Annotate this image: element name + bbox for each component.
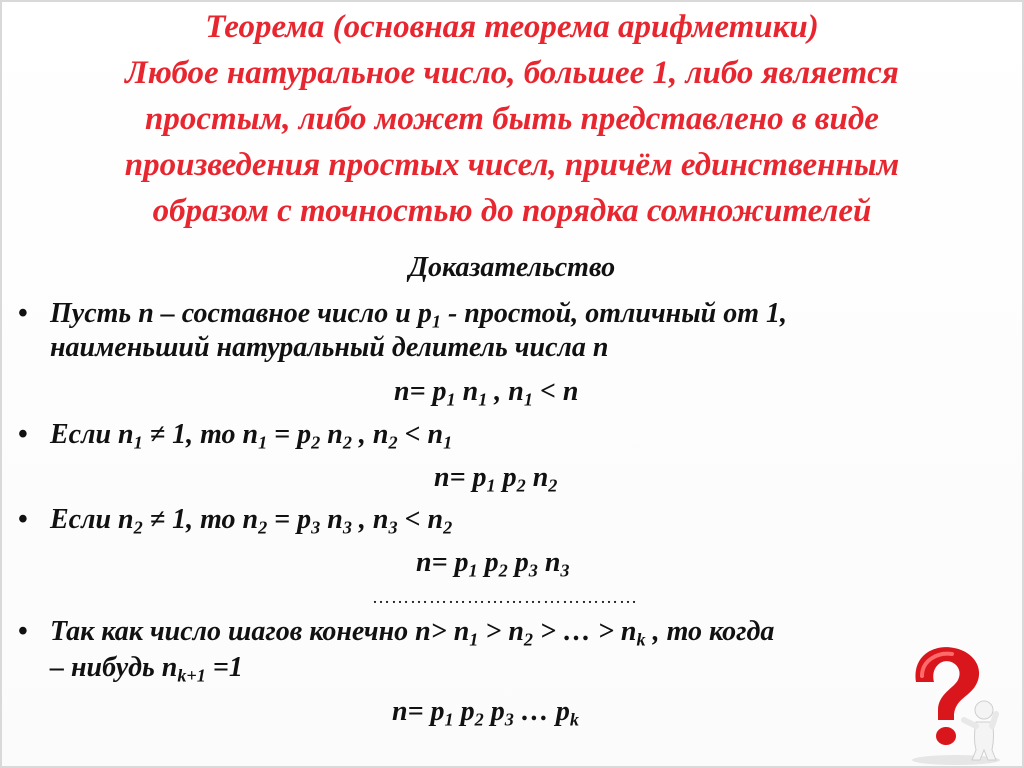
bullet-icon: • (18, 616, 28, 647)
title-line: произведения простых чисел, причём единственным (124, 147, 900, 183)
title-line: Любое натуральное число, большее 1, либо является (125, 55, 899, 91)
question-mark-figure-icon (894, 640, 1004, 766)
bullet-item-3: • Если $n_2 \ne 1$, то $n_2 = p_3$ $n_3$ , $n_3 < n_2$ (18, 504, 453, 538)
ellipsis-separator: …………………………………… (372, 587, 638, 607)
formula-2: $n= p_1$ $p_2$ $n_2$ (434, 462, 558, 496)
bullet-item-4: • Так как число шагов конечно $n> n_1 > n_2$ > … > $n_k$ , то когда (18, 616, 775, 650)
title-line: Теорема (основная теорема арифметики) (205, 9, 819, 45)
title-line: простым, либо может быть представлено в виде (145, 101, 879, 137)
bullet-1-continuation: наименьший натуральный делитель числа n (50, 332, 609, 363)
bullet-icon: • (18, 419, 28, 450)
bullet-item-2: • Если $n_1 \ne 1$, то $n_1 = p_2$ $n_2$ , $n_2 < n_1$ (18, 419, 453, 453)
bullet-item-1: • Пусть n – составное число и $p_1$ - простой, отличный от 1, (18, 298, 787, 332)
proof-heading: Доказательство (408, 252, 616, 283)
title-line: образом с точностью до порядка сомножителей (152, 193, 872, 229)
bullet-icon: • (18, 298, 28, 329)
formula-1: $n= p_1$ $n_1$ , $n_1 < n$ (394, 376, 579, 410)
theorem-title (22, 4, 1002, 234)
bullet-icon: • (18, 504, 28, 535)
formula-3: $n= p_1$ $p_2$ $p_3$ $n_3$ (416, 547, 570, 581)
bullet-4-continuation: – нибудь $n_{k+1} =1$ (50, 652, 243, 686)
formula-4: $n= p_1$ $p_2$ $p_3$ … $p_k$ (392, 696, 579, 730)
